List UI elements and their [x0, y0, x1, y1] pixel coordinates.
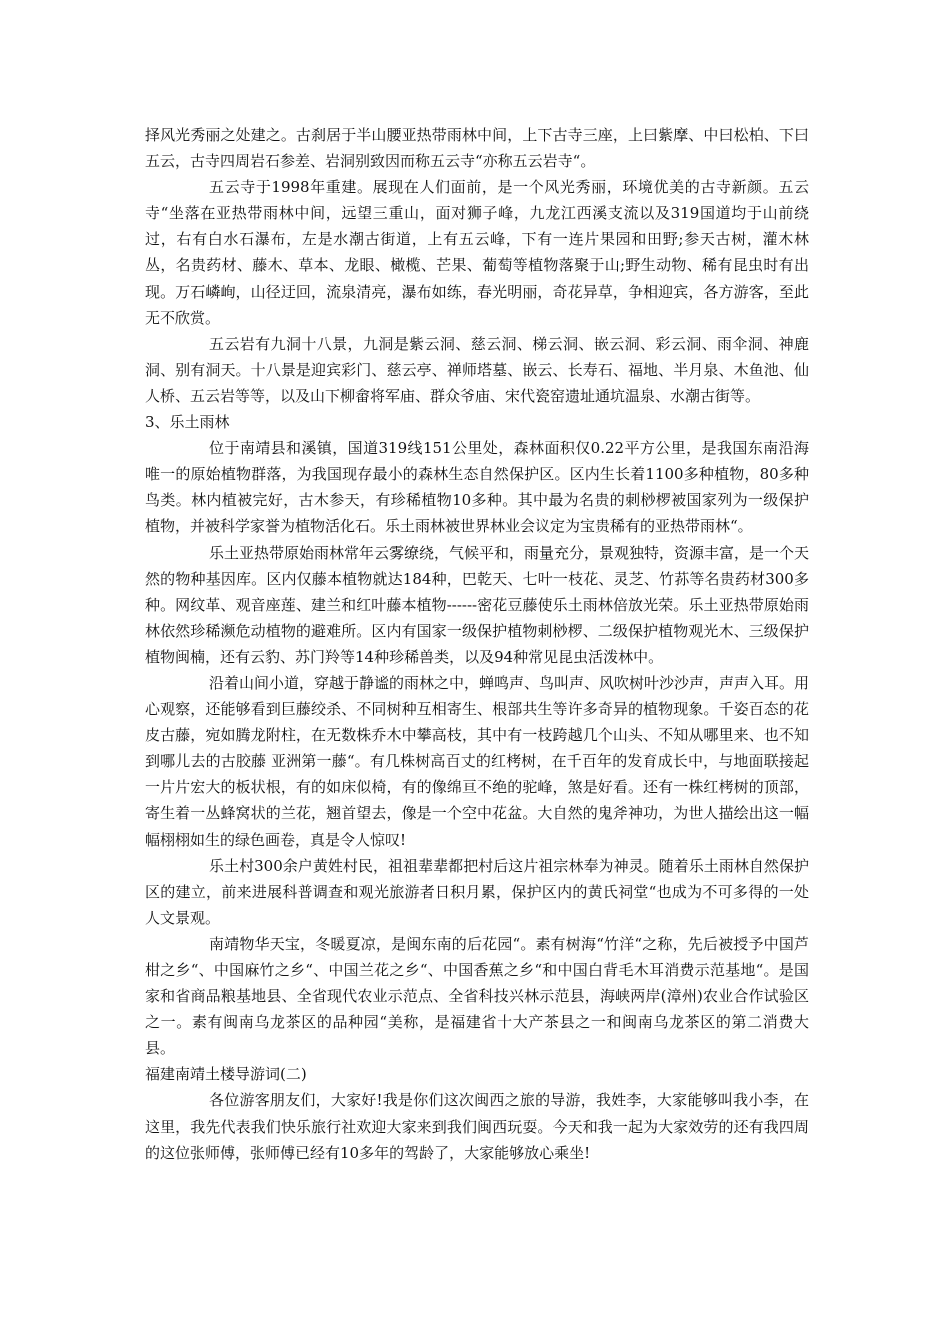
- paragraph-wuyun-temple-intro: 择风光秀丽之处建之。古刹居于半山腰亚热带雨林中间，上下古寺三座，上曰紫摩、中曰松柏、下曰五云，古寺四周岩石参差、岩洞别致因而称五云寺“亦称五云岩寺“。: [145, 126, 809, 171]
- document-body: [145, 122, 809, 1166]
- section-heading-tour-guide-2: 福建南靖土楼导游词(二): [145, 1065, 307, 1084]
- paragraph-letu-village: 乐土村300余户黄姓村民，祖祖辈辈都把村后这片祖宗林奉为神灵。随着乐土雨林自然保护区的建立，前来进展科普调查和观光旅游者日积月累，保护区内的黄氏祠堂“也成为不可多得的一处人文景观。: [145, 856, 809, 927]
- paragraph-nanjing-overview: 南靖物华天宝，冬暖夏凉，是闽东南的后花园“。素有树海“竹洋“之称，先后被授予中国芦柑之乡“、中国麻竹之乡“、中国兰花之乡“、中国香蕉之乡“和中国白背毛木耳消费示范基地“。是国家和省商品粮基地县、全省现代农业示范点、全省科技兴林示范县，海峡两岸(漳州)农业合作试验区之一。素有闽南乌龙茶区的品种园“美称，是福建省十大产茶县之一和闽南乌龙茶区的第二消费大县。: [145, 934, 809, 1058]
- paragraph-wuyun-temple-rebuild: 五云寺于1998年重建。展现在人们面前，是一个风光秀丽，环境优美的古寺新颜。五云寺“坐落在亚热带雨林中间，远望三重山，面对狮子峰，九龙江西溪支流以及319国道均于山前绕过，右有白水石瀑布，左是水潮古街道，上有五云峰，下有一连片果园和田野;参天古树，灌木林丛，名贵药材、藤木、草本、龙眼、橄榄、芒果、葡萄等植物落聚于山;野生动物、稀有昆虫时有出现。万石嶙峋，山径迂回，流泉清亮，瀑布如练，春光明丽，奇花异草，争相迎宾，各方游客，至此无不欣赏。: [145, 178, 809, 327]
- paragraph-letu-trail: 沿着山间小道，穿越于静谧的雨林之中，蝉鸣声、鸟叫声、风吹树叶沙沙声，声声入耳。用心观察，还能够看到巨藤绞杀、不同树种互相寄生、根部共生等许多奇异的植物现象。千姿百态的花皮古藤，宛如腾龙附柱，在无数株乔木中攀高枝，其中有一枝跨越几个山头、不知从哪里来、也不知到哪儿去的古胶藤 亚洲第一藤“。有几株树高百丈的红栲树，在千百年的发育成长中，与地面联接起一片片宏大的板状根，有的如床似椅，有的像绵亘不绝的驼峰，煞是好看。还有一株红栲树的顶部，寄生着一丛蜂窝状的兰花，翘首望去，像是一个空中花盆。大自然的鬼斧神功，为世人描绘出这一幅幅栩栩如生的绿色画卷，真是令人惊叹!: [145, 673, 810, 849]
- paragraph-wuyun-rock-scenes: 五云岩有九洞十八景，九洞是紫云洞、慈云洞、梯云洞、嵌云洞、彩云洞、雨伞洞、神鹿洞、别有洞天。十八景是迎宾彩门、慈云亭、禅师塔墓、嵌云、长寿石、福地、半月泉、木鱼池、仙人桥、五云岩等等，以及山下柳畲将军庙、群众爷庙、宋代瓷窑遗址通坑温泉、水潮古街等。: [145, 334, 809, 405]
- paragraph-guide-greeting: 各位游客朋友们，大家好!我是你们这次闽西之旅的导游，我姓李，大家能够叫我小李，在这里，我先代表我们快乐旅行社欢迎大家来到我们闽西玩耍。今天和我一起为大家效劳的还有我四周的这位张师傅，张师傅已经有10多年的驾龄了，大家能够放心乘坐!: [145, 1091, 809, 1162]
- paragraph-letu-species: 乐土亚热带原始雨林常年云雾缭绕，气候平和，雨量充分，景观独特，资源丰富，是一个天然的物种基因库。区内仅藤本植物就达184种，巴乾天、七叶一枝花、灵芝、竹荪等名贵药材300多种。网纹革、观音座莲、建兰和红叶藤本植物------密花豆藤使乐土雨林倍放光荣。乐土亚热带原始雨林依然珍稀濒危动植物的避难所。区内有国家一级保护植物刺桫椤、二级保护植物观光木、三级保护植物闽楠，还有云豹、苏门羚等14种珍稀兽类，以及94种常见昆虫活泼林中。: [145, 543, 810, 666]
- section-heading-letu-rainforest: 3、乐土雨林: [145, 413, 230, 432]
- paragraph-letu-location: 位于南靖县和溪镇，国道319线151公里处，森林面积仅0.22平方公里，是我国东南沿海唯一的原始植物群落，为我国现存最小的森林生态自然保护区。区内生长着1100多种植物，80多种鸟类。林内植被完好，古木参天，有珍稀植物10多种。其中最为名贵的刺桫椤被国家列为一级保护植物，并被科学家誉为植物活化石。乐土雨林被世界林业会议定为宝贵稀有的亚热带雨林“。: [145, 439, 809, 536]
